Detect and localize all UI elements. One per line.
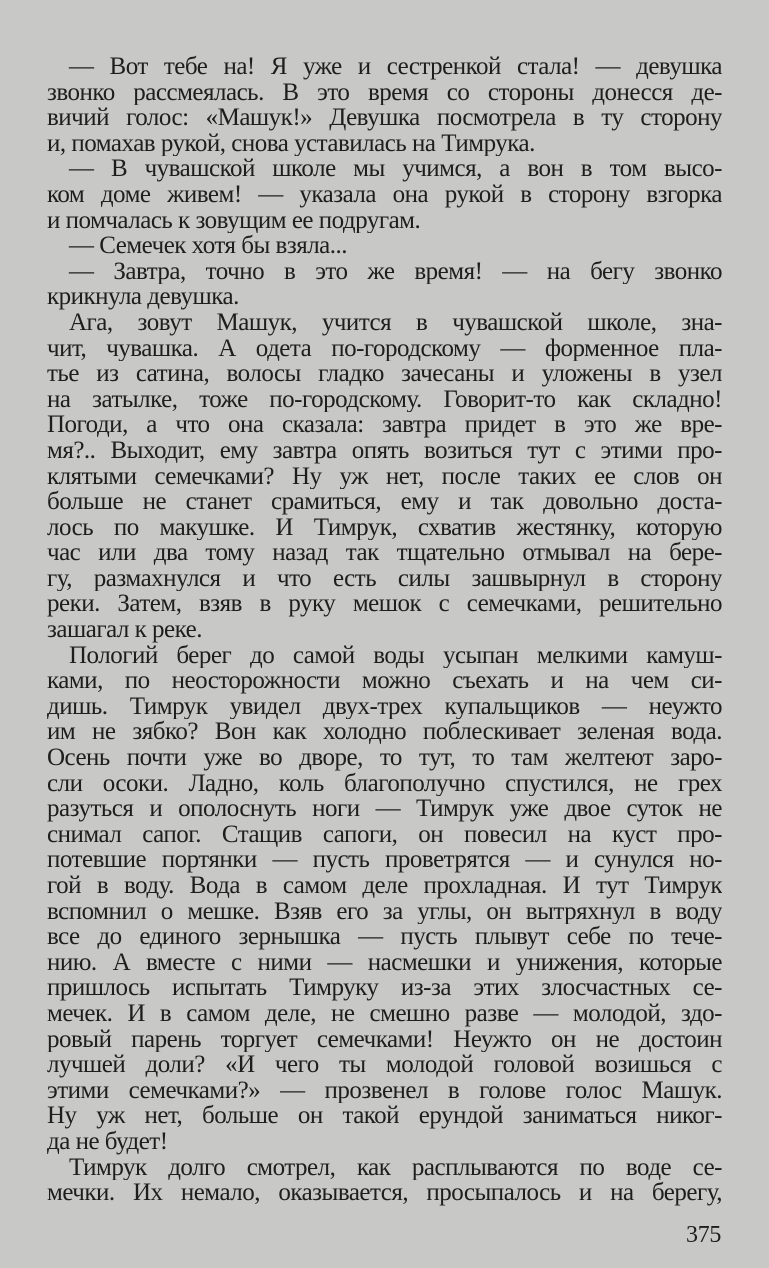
text-line: лучшей доли? «И чего ты молодой головой возишься с <box>47 1052 722 1078</box>
text-line: дишь. Тимрук увидел двух-трех купальщиков — неужто <box>47 693 722 720</box>
text-line: Пологий берег до самой воды усыпан мелкими камуш- <box>69 642 722 669</box>
text-line: вичий голос: «Машук!» Девушка посмотрела в ту сторону <box>47 105 722 131</box>
text-line: Погоди, а что она сказала: завтра придет в это же вре- <box>47 412 722 438</box>
page-number: 375 <box>686 1222 722 1248</box>
text-line: реки. Затем, взяв в руку мешок с семечками, решительно <box>47 591 722 618</box>
text-line: больше не станет срамиться, ему и так довольно доста- <box>47 489 722 515</box>
text-line: Осень почти уже во дворе, то тут, то там желтеют заро- <box>47 745 722 771</box>
text-line: — Вот тебе на! Я уже и сестренкой стала! — девушка <box>69 54 722 80</box>
text-line: и, помахав рукой, снова уставилась на Тимрука. <box>47 130 535 157</box>
text-line: ровый парень торгует семечками! Неужто он не достоин <box>47 1026 722 1053</box>
text-line: тье из сатина, волосы гладко зачесаны и уложены в узел <box>47 361 722 387</box>
text-line: ками, по неосторожности можно съехать и на чем си- <box>47 668 722 694</box>
text-line: — Семечек хотя бы взяла... <box>69 233 348 259</box>
text-line: час или два тому назад так тщательно отмывал на бере- <box>47 540 722 566</box>
text-line: пришлось испытать Тимруку из-за этих злосчастных се- <box>47 975 722 1001</box>
text-line: чит, чувашка. А одета по-городскому — форменное пла- <box>47 335 722 362</box>
text-line: этими семечками?» — прозвенел в голове голос Машук. <box>47 1077 722 1104</box>
book-page-text <box>47 54 722 1206</box>
text-line: да не будет! <box>47 1128 168 1155</box>
text-line: на затылке, тоже по-городскому. Говорит-то как складно! <box>47 386 722 413</box>
text-line: гу, размахнулся и что есть силы зашвырнул в сторону <box>47 565 722 592</box>
text-line: мечек. И в самом деле, не смешно разве — молодой, здо- <box>47 1000 722 1027</box>
text-line: — В чувашской школе мы учимся, а вон в том высо- <box>69 156 722 182</box>
text-line: зашагал к реке. <box>47 617 202 643</box>
text-line: лось по макушке. И Тимрук, схватив жестянку, которую <box>47 514 722 541</box>
text-line: разуться и ополоснуть ноги — Тимрук уже двое суток не <box>47 796 722 822</box>
text-line: Тимрук долго смотрел, как расплываются по воде се- <box>69 1154 722 1181</box>
text-line: — Завтра, точно в это же время! — на бегу звонко <box>69 258 722 285</box>
text-line: мечки. Их немало, оказывается, просыпалось и на берегу, <box>47 1180 722 1206</box>
text-line: гой в воду. Вода в самом деле прохладная. И тут Тимрук <box>47 873 722 899</box>
text-line: все до единого зернышка — пусть плывут себе по тече- <box>47 924 722 950</box>
text-line: сли осоки. Ладно, коль благополучно спустился, не грех <box>47 770 722 797</box>
text-line: снимал сапог. Стащив сапоги, он повесил на куст про- <box>47 821 722 848</box>
text-line: ком доме живем! — указала она рукой в сторону взгорка <box>47 181 722 208</box>
text-line: нию. А вместе с ними — насмешки и унижения, которые <box>47 949 722 976</box>
text-line: им не зябко? Вон как холодно поблескивает зеленая вода. <box>47 719 722 746</box>
text-line: Ну уж нет, больше он такой ерундой заниматься никог- <box>47 1103 722 1129</box>
text-line: звонко рассмеялась. В это время со стороны донесся де- <box>47 79 722 106</box>
text-line: потевшие портянки — пусть проветрятся — и сунулся но- <box>47 847 722 873</box>
text-line: вспомнил о мешке. Взяв его за углы, он вытряхнул в воду <box>47 898 722 925</box>
text-line: клятыми семечками? Ну уж нет, после таких ее слов он <box>47 463 722 490</box>
text-line: крикнула девушка. <box>47 284 239 310</box>
text-line: мя?.. Выходит, ему завтра опять возиться тут с этими про- <box>47 437 722 464</box>
text-line: и помчалась к зовущим ее подругам. <box>47 207 421 234</box>
text-line: Ага, зовут Машук, учится в чувашской школе, зна- <box>69 309 722 336</box>
